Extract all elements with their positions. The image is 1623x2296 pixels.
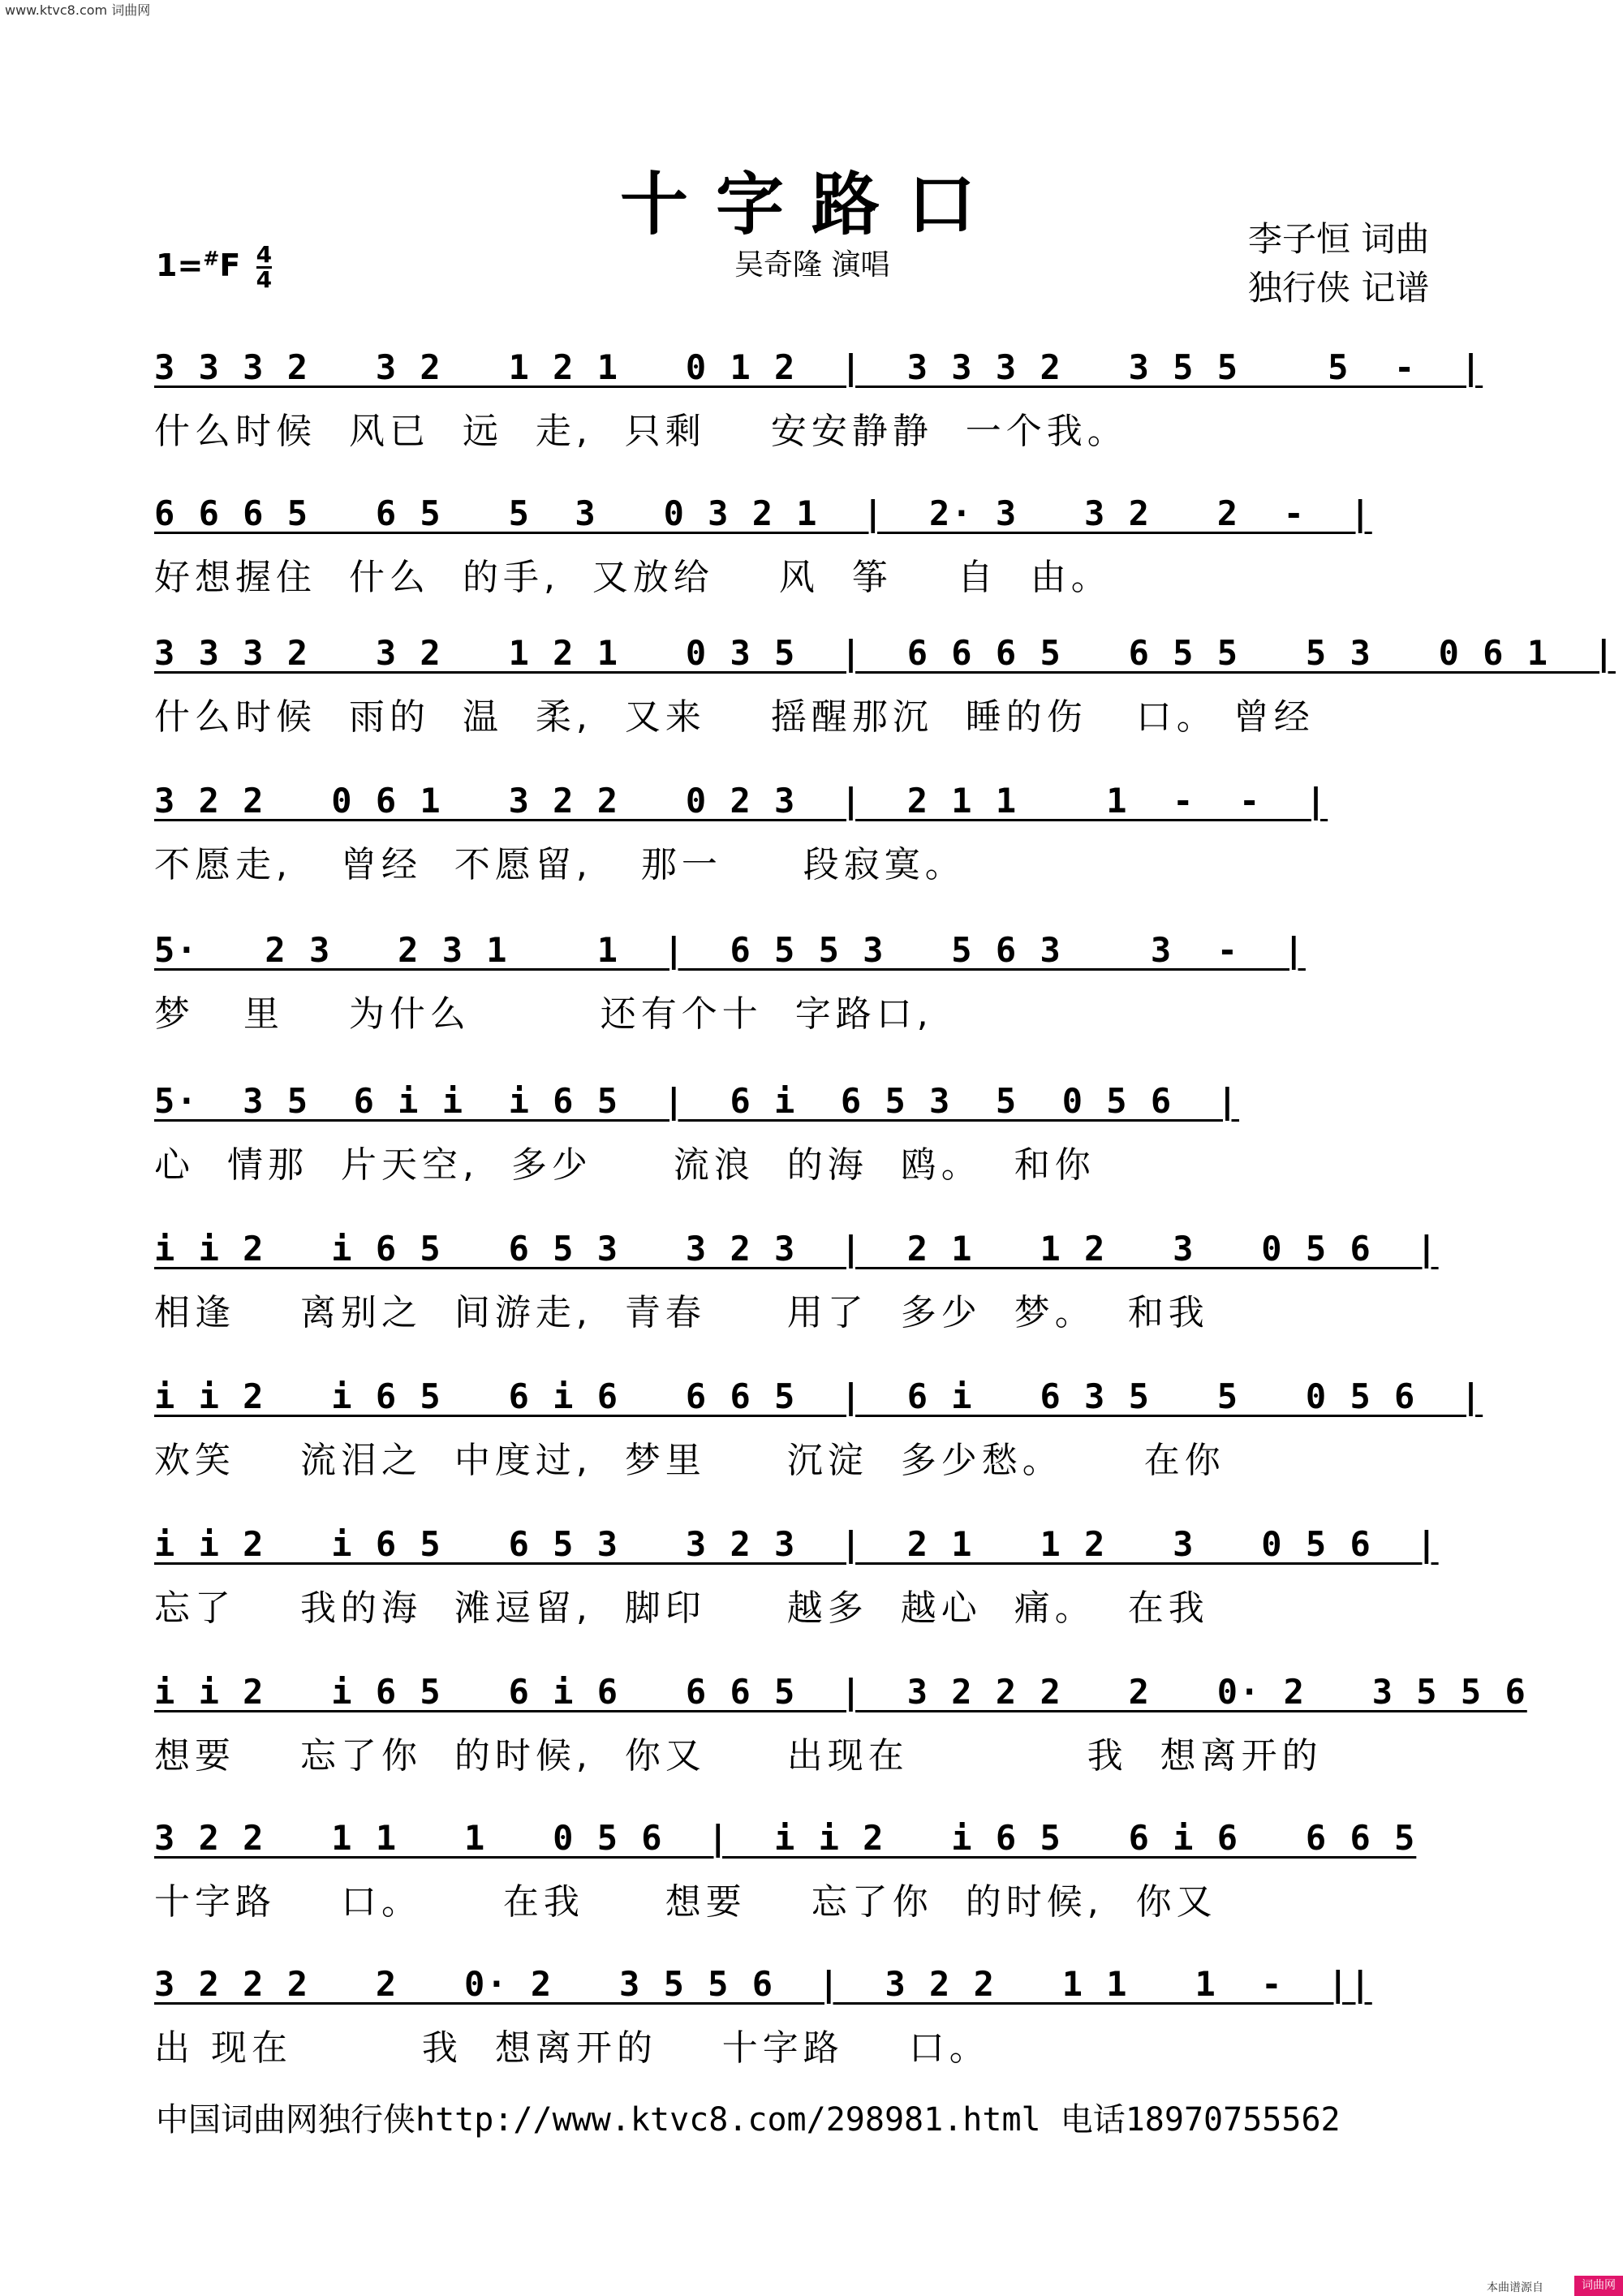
source-badge-logo: 词曲网 bbox=[1574, 2276, 1623, 2296]
key-sharp: # bbox=[203, 247, 220, 270]
staff-row-3 bbox=[154, 633, 1616, 739]
notes-line: i i 2 i 6 5 6 i 6 6 6 5 | 6 i 6 3 5 5 0 5 6 | bbox=[154, 1376, 1483, 1416]
key-note: F bbox=[219, 248, 241, 283]
staff-row-9 bbox=[154, 1524, 1485, 1630]
staff-row-10 bbox=[154, 1672, 1527, 1778]
lyrics-line: 忘了 我的海 滩逗留, 脚印 越多 越心 痛。 在我 bbox=[154, 1587, 1209, 1629]
lyrics-line: 欢笑 流泪之 中度过, 梦里 沉淀 多少愁。 在你 bbox=[154, 1440, 1225, 1481]
notes-line: i i 2 i 6 5 6 5 3 3 2 3 | 2 1 1 2 3 0 5 6 | bbox=[154, 1524, 1439, 1564]
lyrics-line: 好想握住 什么 的手, 又放给 风 筝 自 由。 bbox=[154, 557, 1112, 598]
staff-row-5 bbox=[154, 930, 1485, 1036]
lyrics-line: 相逢 离别之 间游走, 青春 用了 多少 梦。 和我 bbox=[154, 1292, 1209, 1333]
time-signature bbox=[256, 243, 272, 291]
key-signature bbox=[156, 243, 272, 291]
staff-row-6 bbox=[154, 1081, 1485, 1187]
lyrics-line: 出 现在 我 想离开的 十字路 口。 bbox=[154, 2027, 990, 2069]
corner-site-url: www.ktvc8.com 词曲网 bbox=[5, 2, 151, 18]
notes-line: i i 2 i 6 5 6 i 6 6 6 5 | 3 2 2 2 2 0· 2 3 5 5 6 bbox=[154, 1672, 1527, 1712]
source-badge-label: 本曲谱源自 bbox=[1487, 2281, 1543, 2294]
lyrics-line: 十字路 口。 在我 想要 忘了你 的时候, 你又 bbox=[154, 1881, 1217, 1923]
staff-row-1 bbox=[154, 347, 1485, 454]
notes-line: 6 6 6 5 6 5 5 3 0 3 2 1 | 2· 3 3 2 2 - | bbox=[154, 493, 1372, 533]
lyrics-line: 不愿走, 曾经 不愿留, 那一 段寂寞。 bbox=[154, 844, 966, 885]
lyricist-composer-credit: 李子恒 词曲 bbox=[1248, 219, 1430, 259]
lyrics-line: 心 情那 片天空, 多少 流浪 的海 鸥。 和你 bbox=[154, 1144, 1096, 1186]
time-bottom: 4 bbox=[256, 266, 273, 293]
transcriber-credit: 独行侠 记谱 bbox=[1248, 268, 1430, 308]
performer-credit: 吴奇隆 演唱 bbox=[734, 248, 890, 282]
notes-line: 3 3 3 2 3 2 1 2 1 0 1 2 | 3 3 3 2 3 5 5 5 - | bbox=[154, 347, 1483, 387]
lyrics-line: 什么时候 雨的 温 柔, 又来 摇醒那沉 睡的伤 口。 曾经 bbox=[154, 696, 1315, 738]
time-top: 4 bbox=[256, 241, 273, 268]
notes-line: 3 2 2 0 6 1 3 2 2 0 2 3 | 2 1 1 1 - - | bbox=[154, 781, 1328, 821]
notes-line: 3 2 2 2 2 0· 2 3 5 5 6 | 3 2 2 1 1 1 - || bbox=[154, 1964, 1372, 2004]
notes-line: 3 3 3 2 3 2 1 2 1 0 3 5 | 6 6 6 5 6 5 5 5 3 0 6 1 | bbox=[154, 633, 1616, 673]
lyrics-line: 想要 忘了你 的时候, 你又 出现在 我 想离开的 bbox=[154, 1735, 1323, 1777]
staff-row-12 bbox=[154, 1964, 1485, 2070]
staff-row-4 bbox=[154, 781, 1485, 887]
key-prefix: 1= bbox=[156, 248, 204, 283]
notes-line: 3 2 2 1 1 1 0 5 6 | i i 2 i 6 5 6 i 6 6 6 5 bbox=[154, 1818, 1417, 1858]
lyrics-line: 什么时候 风已 远 走, 只剩 安安静静 一个我。 bbox=[154, 411, 1128, 452]
staff-row-8 bbox=[154, 1376, 1485, 1483]
notes-line: 5· 3 5 6 i i i 6 5 | 6 i 6 5 3 5 0 5 6 | bbox=[154, 1081, 1240, 1121]
staff-row-11 bbox=[154, 1818, 1485, 1924]
notes-line: i i 2 i 6 5 6 5 3 3 2 3 | 2 1 1 2 3 0 5 6 | bbox=[154, 1229, 1439, 1269]
staff-row-7 bbox=[154, 1229, 1485, 1335]
notes-line: 5· 2 3 2 3 1 1 | 6 5 5 3 5 6 3 3 - | bbox=[154, 930, 1306, 970]
lyrics-line: 梦 里 为什么 还有个十 字路口, bbox=[154, 993, 933, 1035]
footer-source-line: 中国词曲网独行侠http://www.ktvc8.com/298981.html 电话18970755562 bbox=[156, 2101, 1341, 2139]
song-title: 十字路口 bbox=[619, 164, 1003, 244]
staff-row-2 bbox=[154, 493, 1485, 600]
